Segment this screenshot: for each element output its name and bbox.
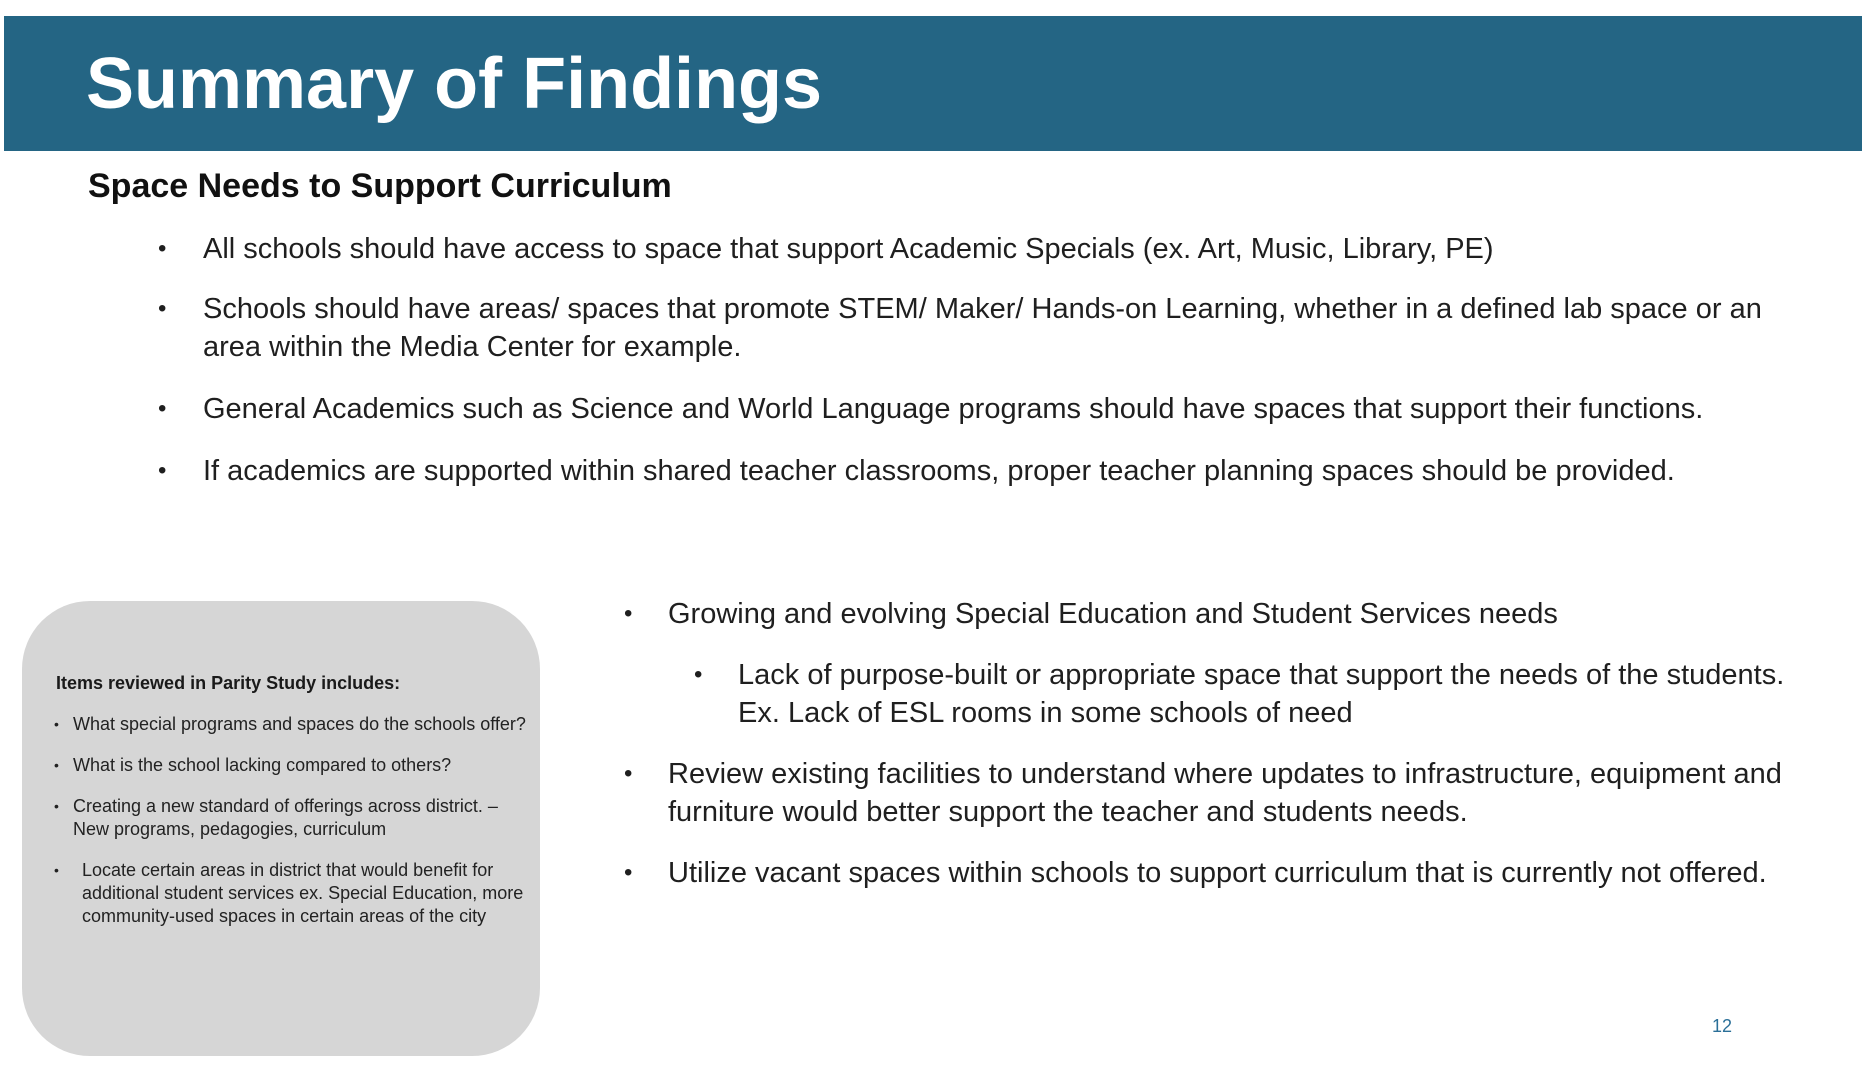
bullet-icon: •	[158, 395, 167, 422]
parity-study-list	[52, 713, 537, 946]
parity-study-item	[52, 859, 537, 928]
main-bullet-item	[150, 390, 1770, 428]
page-number: 12	[1712, 1016, 1733, 1036]
parity-study-item	[52, 795, 537, 841]
main-bullet-text: Schools should have areas/ spaces that promote STEM/ Maker/ Hands-on Learning, whether in a defined lab space or an area within the Media Center for example.	[203, 293, 1762, 363]
section-subtitle: Space Needs to Support Curriculum	[88, 167, 672, 205]
parity-study-item-text: Creating a new standard of offerings across district. – New programs, pedagogies, curriculum	[73, 796, 498, 839]
parity-study-item	[52, 713, 537, 736]
main-bullet-text: If academics are supported within shared teacher classrooms, proper teacher planning spaces should be provided.	[203, 455, 1675, 487]
main-bullet-item	[150, 290, 1770, 366]
bullet-icon: •	[158, 457, 167, 484]
main-bullet-text: All schools should have access to space that support Academic Specials (ex. Art, Music, Library, PE)	[203, 233, 1494, 265]
bullet-icon: •	[158, 235, 167, 262]
main-bullet-item	[150, 452, 1770, 490]
bullet-icon: •	[54, 757, 59, 773]
bullet-icon: •	[158, 295, 167, 322]
bullet-icon: •	[694, 661, 703, 688]
main-bullet-text: General Academics such as Science and World Language programs should have spaces that support their functions.	[203, 393, 1704, 425]
right-bullet-text: Utilize vacant spaces within schools to support curriculum that is currently not offered.	[668, 857, 1767, 889]
parity-study-item-text: What special programs and spaces do the schools offer?	[73, 714, 526, 734]
bullet-icon: •	[624, 600, 633, 627]
right-bullet-text: Growing and evolving Special Education and Student Services needs	[668, 598, 1558, 630]
right-bullet-text: Review existing facilities to understand where updates to infrastructure, equipment and furniture would better support the teacher and students needs.	[668, 758, 1782, 828]
right-sub-bullet-item	[690, 656, 1820, 732]
bullet-icon: •	[54, 798, 59, 814]
main-bullet-item	[150, 230, 1770, 268]
parity-study-item-text: Locate certain areas in district that would benefit for additional student services ex. Special Education, more community-used spaces in certain areas of the city	[82, 860, 524, 926]
right-bullet-item	[620, 755, 1820, 831]
parity-study-heading: Items reviewed in Parity Study includes:	[56, 673, 401, 693]
parity-study-item-text: What is the school lacking compared to others?	[73, 755, 452, 775]
slide-title: Summary of Findings	[86, 44, 823, 124]
bullet-icon: •	[624, 760, 633, 787]
right-sub-bullet-text: Lack of purpose-built or appropriate space that support the needs of the students. Ex. Lack of ESL rooms in some schools of need	[738, 659, 1785, 729]
bullet-icon: •	[54, 862, 59, 878]
parity-study-item	[52, 754, 537, 777]
bullet-icon: •	[54, 716, 59, 732]
bullet-icon: •	[624, 859, 633, 886]
right-bullet-item	[620, 854, 1820, 892]
main-bullet-list	[150, 230, 1770, 514]
right-bullet-list	[620, 595, 1820, 915]
right-bullet-item	[620, 595, 1820, 633]
